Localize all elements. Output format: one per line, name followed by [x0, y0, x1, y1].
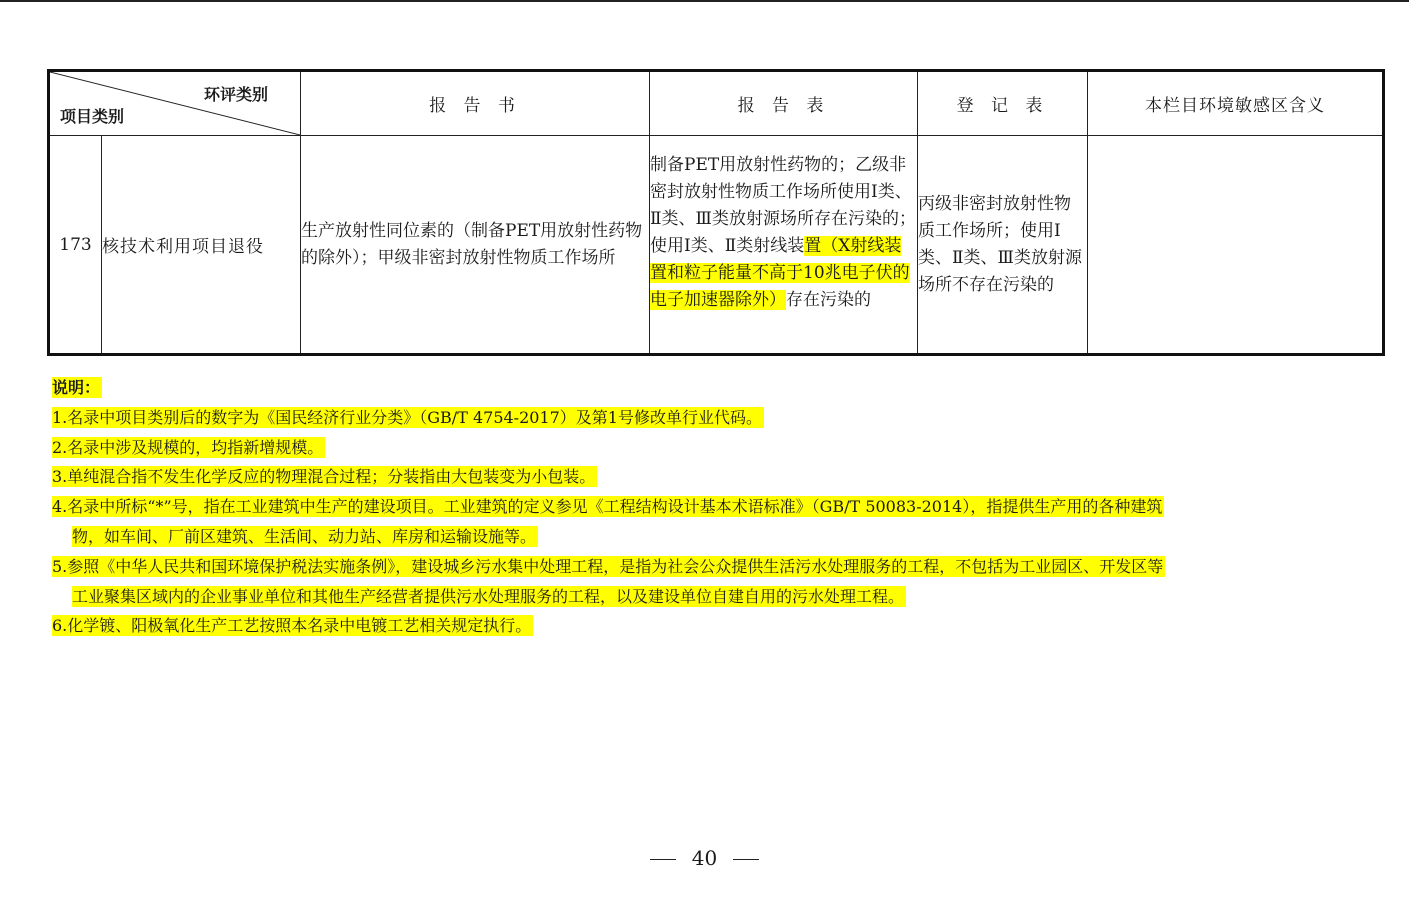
note-text: 5.参照《中华人民共和国环境保护税法实施条例》，建设城乡污水集中处理工程，是指为社会公众提供生活污水处理服务的工程，不包括为工业园区、开发区等 [52, 556, 1164, 576]
note-text: 2.名录中涉及规模的，均指新增规模。 [52, 437, 324, 457]
note-item [52, 433, 1382, 463]
note-item-continued [52, 522, 1382, 552]
report-form-highlight: 置（X射线装置和粒子能量不高于10兆电子伏的电子加速器除外） [650, 236, 910, 310]
note-text: 4.名录中所标“*”号，指在工业建筑中生产的建设项目。工业建筑的定义参见《工程结构设计基本术语标准》（GB/T 50083-2014），指提供生产用的各种建筑 [52, 497, 1163, 517]
note-item [52, 552, 1382, 582]
notes-section [52, 373, 1382, 641]
note-item [52, 462, 1382, 492]
notes-title: 说明： [52, 378, 101, 397]
note-item-continued [52, 582, 1382, 612]
top-rule [0, 0, 1409, 2]
header-sensitive-area: 本栏目环境敏感区含义 [1088, 71, 1384, 136]
table-header-row [49, 71, 1384, 136]
note-text: 工业聚集区域内的企业事业单位和其他生产经营者提供污水处理服务的工程，以及建设单位自建自用的污水处理工程。 [72, 586, 905, 606]
page-number: 40 [691, 846, 718, 870]
note-text: 6.化学镀、阳极氧化生产工艺按照本名录中电镀工艺相关规定执行。 [52, 616, 532, 636]
note-text: 物，如车间、厂前区建筑、生活间、动力站、库房和运输设施等。 [72, 526, 537, 546]
page-number-footer [0, 846, 1409, 870]
row-report-book: 生产放射性同位素的（制备PET用放射性药物的除外）；甲级非密封放射性物质工作场所 [301, 136, 650, 355]
header-eia-category: 环评类别 [203, 85, 268, 104]
notes-title-line [52, 373, 1382, 403]
row-report-form [650, 136, 918, 355]
report-form-tail: 存在污染的 [786, 290, 871, 310]
header-report-form: 报 告 表 [650, 71, 918, 136]
note-item [52, 492, 1382, 522]
page-dash-right [733, 859, 759, 860]
note-item [52, 403, 1382, 433]
note-text: 3.单纯混合指不发生化学反应的物理混合过程；分装指由大包装变为小包装。 [52, 467, 596, 487]
header-project-category: 项目类别 [60, 107, 125, 126]
page-dash-left [650, 859, 676, 860]
catalog-table [47, 69, 1385, 356]
note-text: 1.名录中项目类别后的数字为《国民经济行业分类》（GB/T 4754-2017）及第1号修改单行业代码。 [52, 407, 762, 427]
table-row [49, 136, 1384, 355]
report-form-text: 制备PET用放射性药物的；乙级非密封放射性物质工作场所使用Ⅰ类、Ⅱ类、Ⅲ类放射源场所存在污染的；使用Ⅰ类、Ⅱ类射线装 [650, 155, 916, 256]
header-register-form: 登 记 表 [918, 71, 1088, 136]
header-report-book: 报 告 书 [301, 71, 650, 136]
row-number: 173 [49, 136, 102, 355]
row-project-name: 核技术利用项目退役 [102, 136, 301, 355]
row-register-form: 丙级非密封放射性物质工作场所；使用Ⅰ类、Ⅱ类、Ⅲ类放射源场所不存在污染的 [918, 136, 1088, 355]
row-sensitive-area [1088, 136, 1384, 355]
note-item [52, 611, 1382, 641]
diagonal-header-cell [49, 71, 301, 136]
